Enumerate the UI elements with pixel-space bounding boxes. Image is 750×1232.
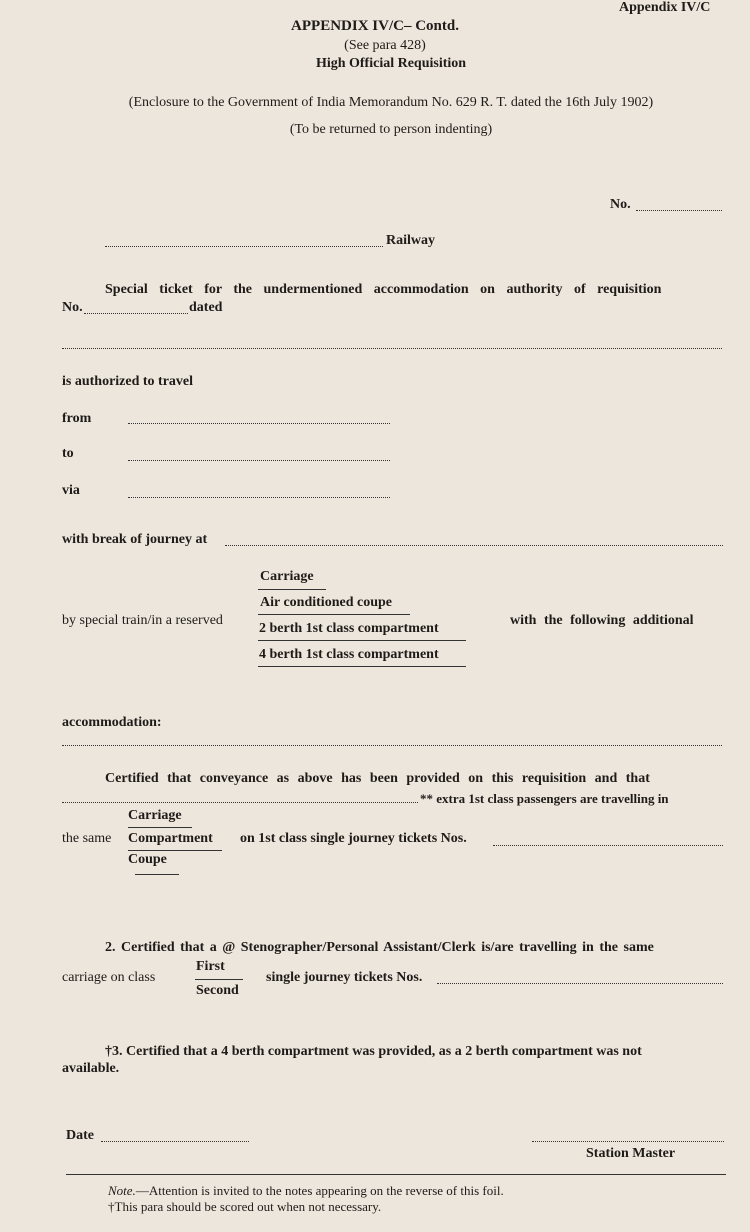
requisition-detail-field[interactable]: [62, 348, 722, 349]
accommodation-field[interactable]: [62, 745, 722, 746]
page-title: [0, 18, 750, 35]
dagger-note: †This para should be scored out when not necessary.: [108, 1199, 382, 1214]
class-first: First: [196, 959, 225, 974]
special-ticket-text: Special ticket for the undermentioned accommodation on authority of requisition: [105, 282, 662, 297]
the-same-label: the same: [62, 831, 112, 846]
from-label: from: [62, 411, 92, 426]
extra-passengers-field[interactable]: [62, 802, 418, 803]
break-journey-label: with break of journey at: [62, 532, 208, 547]
note-line: [108, 1183, 504, 1199]
requisition-no-label: No.: [62, 300, 83, 315]
from-field[interactable]: [128, 423, 390, 424]
carriage-on-class-label: carriage on class: [62, 970, 156, 985]
to-field[interactable]: [128, 460, 390, 461]
railway-label: Railway: [386, 233, 435, 248]
footer-divider: [66, 1174, 726, 1175]
return-note: (To be returned to person indenting): [289, 122, 493, 137]
option-divider: [135, 874, 179, 875]
via-field[interactable]: [128, 497, 390, 498]
see-para: (See para 428): [344, 38, 426, 53]
note-label: Note.: [108, 1183, 136, 1198]
date-field[interactable]: [101, 1141, 249, 1142]
para2-tickets-field[interactable]: [437, 983, 723, 984]
via-label: via: [62, 483, 80, 498]
station-master-label: Station Master: [586, 1146, 676, 1161]
enclosure-text: (Enclosure to the Government of India Memorandum No. 629 R. T. dated the 16th July 1902): [128, 95, 654, 110]
form-subtitle: High Official Requisition: [315, 56, 467, 71]
appendix-corner-label: Appendix IV/C: [619, 0, 711, 15]
railway-field[interactable]: [105, 246, 383, 247]
date-label: Date: [66, 1128, 94, 1143]
note-text: —Attention is invited to the notes appearing on the reverse of this foil.: [135, 1183, 504, 1198]
option-divider: [258, 614, 410, 615]
to-label: to: [62, 446, 74, 461]
option-divider: [258, 640, 466, 641]
signature-field[interactable]: [532, 1141, 724, 1142]
option-coupe: Coupe: [128, 852, 167, 867]
option-divider: [258, 589, 326, 590]
extra-passengers-text: ** extra 1st class passengers are travelling in: [420, 791, 669, 806]
number-label: No.: [610, 197, 631, 212]
option-2-berth: 2 berth 1st class compartment: [259, 621, 439, 636]
option-4-berth: 4 berth 1st class compartment: [259, 647, 439, 662]
authorized-text: is authorized to travel: [62, 374, 194, 389]
dated-label: dated: [189, 300, 223, 315]
special-train-text: by special train/in a reserved: [62, 613, 223, 628]
tickets-text: on 1st class single journey tickets Nos.: [240, 831, 467, 846]
option-compartment: Compartment: [128, 831, 213, 846]
requisition-no-field[interactable]: [84, 313, 188, 314]
para2-tickets-text: single journey tickets Nos.: [266, 970, 423, 985]
certify-line: Certified that conveyance as above has been provided on this requisition and that: [105, 771, 650, 786]
option-ac-coupe: Air conditioned coupe: [260, 595, 392, 610]
option-carriage: Carriage: [128, 808, 182, 823]
para3-text: †3. Certified that a 4 berth compartment was provided, as a 2 berth compartment was not: [105, 1044, 642, 1059]
appendix-title: APPENDIX IV/C– Contd.: [291, 18, 459, 34]
number-field[interactable]: [636, 210, 722, 211]
option-divider: [195, 979, 243, 980]
option-divider: [128, 850, 222, 851]
accommodation-label: accommodation:: [62, 715, 162, 730]
para2-text: 2. Certified that a @ Stenographer/Personal Assistant/Clerk is/are travelling in the same: [105, 940, 654, 955]
break-journey-field[interactable]: [225, 545, 723, 546]
following-additional-text: with the following additional: [510, 613, 694, 628]
tickets-field[interactable]: [493, 845, 723, 846]
option-divider: [258, 666, 466, 667]
option-carriage: Carriage: [260, 569, 314, 584]
option-divider: [128, 827, 192, 828]
para3-continuation: available.: [62, 1061, 120, 1076]
class-second: Second: [196, 983, 239, 998]
